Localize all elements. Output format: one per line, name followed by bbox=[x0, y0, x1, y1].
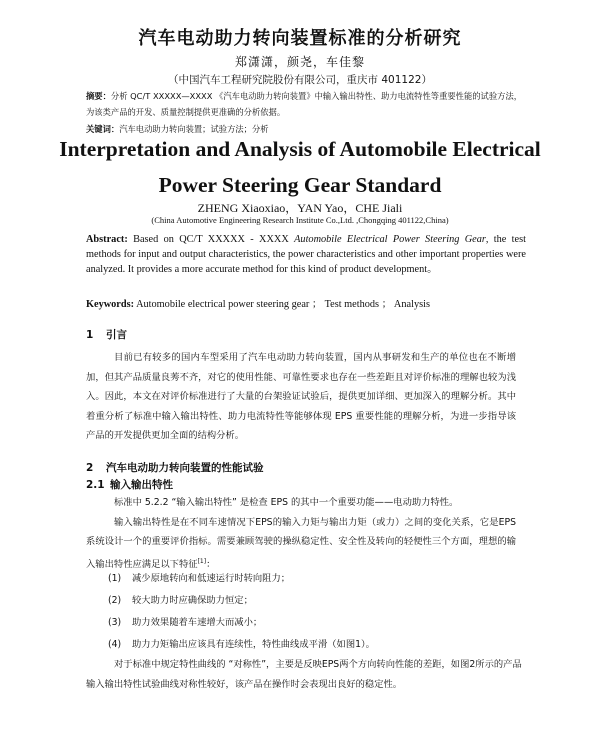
section1-number: 1 bbox=[86, 329, 94, 341]
section1-paragraph: 目前已有较多的国内车型采用了汽车电动助力转向装置，国内从事研发和生产的单位也在不断增加，但其产品质量良莠不齐，对它的使用性能、可靠性要求也存在一些差距且对评价标准的理解也较为浅入。因此，本文在对评价标准进行了大量的台架验证试验后，提供更加详细、更加深入的理解分析。其中着重分析了标准中输入输出特性、助力电流特性等能够体现 EPS 重要性能的理解分析，为进一步指导该产品的开发提供更加全面的结构分析。 bbox=[86, 352, 516, 441]
list-item bbox=[108, 590, 528, 612]
english-abstract bbox=[86, 232, 526, 277]
list-item bbox=[108, 612, 528, 634]
list-item-text: 较大助力时应确保助力恒定； bbox=[132, 595, 253, 606]
list-item-mark: (4) bbox=[108, 639, 122, 650]
chinese-abstract-text: 分析 QC/T XXXXX—XXXX 《汽车电动助力转向装置》中输入输出特性、助力电流特性等重要性能的试验方法，为该类产品的开发、质量控制提供更准确的分析依据。 bbox=[86, 91, 523, 117]
section2-paragraph3: 对于标准中规定特性曲线的 “对称性”，主要是反映EPS两个方向转向性能的差距，如图2所示的产品输入输出特性试验曲线对称性较好，该产品在操作时会表现出良好的稳定性。 bbox=[86, 659, 522, 690]
english-authors: ZHENG Xiaoxiao，YAN Yao，CHE Jiali bbox=[197, 201, 403, 215]
section2-paragraph1: 标准中 5.2.2 “输入输出特性” 是检查 EPS 的其中一个重要功能——电动助力特性。 bbox=[114, 497, 459, 508]
section2-paragraph2-end: ： bbox=[206, 558, 216, 570]
subsection21-heading bbox=[86, 477, 173, 492]
list-item-mark: (2) bbox=[108, 595, 122, 606]
english-abstract-post: , the test methods for input and output characteristics, the power characteristics and other important properties were analyzed. It provides a more accurate method for this kind of product development。 bbox=[86, 234, 526, 275]
section2-title: 汽车电动助力转向装置的性能试验 bbox=[106, 462, 264, 474]
section2-heading bbox=[86, 460, 264, 475]
english-keywords-text: Automobile electrical power steering gear ； Test methods ； Analysis bbox=[136, 299, 430, 310]
chinese-keywords bbox=[86, 121, 526, 137]
citation-ref: [1] bbox=[197, 557, 207, 565]
chinese-affiliation: （中国汽车工程研究院股份有限公司，重庆市 401122） bbox=[168, 74, 432, 86]
section1-body bbox=[86, 348, 516, 446]
english-abstract-pre: Based on QC/T XXXXX - XXXX bbox=[133, 234, 289, 245]
english-affiliation: (China Automotive Engineering Research Institute Co.,Ltd. ,Chongqing 401122,China) bbox=[151, 215, 449, 225]
list-item-mark: (3) bbox=[108, 617, 122, 628]
english-title-line2: Power Steering Gear Standard bbox=[158, 173, 442, 197]
section2-paragraph2 bbox=[86, 513, 516, 575]
list-item bbox=[108, 568, 528, 590]
list-item-text: 助力力矩输出应该具有连续性，特性曲线成平滑（如图1）。 bbox=[132, 639, 375, 650]
chinese-abstract-label: 摘要： bbox=[86, 91, 111, 101]
section1-title: 引言 bbox=[106, 329, 127, 341]
chinese-authors: 郑潇潇，颜尧，车佳黎 bbox=[234, 55, 365, 69]
english-abstract-italic: Automobile Electrical Power Steering Gear bbox=[294, 234, 486, 245]
chinese-abstract bbox=[86, 88, 526, 120]
subsection21-title: 输入输出特性 bbox=[110, 479, 173, 491]
section2-number: 2 bbox=[86, 462, 94, 474]
list-item-text: 助力效果随着车速增大而减小； bbox=[132, 617, 263, 628]
english-keywords-label: Keywords: bbox=[86, 299, 135, 310]
feature-list bbox=[108, 568, 528, 656]
section1-heading bbox=[86, 327, 127, 342]
chinese-title: 汽车电动助力转向装置标准的分析研究 bbox=[138, 28, 462, 49]
list-item bbox=[108, 634, 528, 656]
section2-body bbox=[86, 493, 516, 574]
section2-paragraph2-text: 输入输出特性是在不同车速情况下EPS的输入力矩与输出力矩（或力）之间的变化关系，它是EPS系统设计一个的重要评价指标。需要兼顾驾驶的操纵稳定性、安全性及转向的轻便性三个方面，理想的输入输出特性应满足以下特征 bbox=[86, 516, 516, 570]
section2-closing bbox=[86, 655, 526, 694]
chinese-keywords-text: 汽车电动助力转向装置；试验方法；分析 bbox=[119, 124, 269, 134]
english-keywords bbox=[86, 295, 526, 310]
subsection21-number: 2.1 bbox=[86, 479, 105, 491]
chinese-keywords-label: 关键词： bbox=[86, 124, 120, 134]
list-item-mark: (1) bbox=[108, 573, 122, 584]
list-item-text: 减少原地转向和低速运行时转向阻力； bbox=[132, 573, 291, 584]
english-abstract-label: Abstract: bbox=[86, 234, 128, 245]
english-title-line1: Interpretation and Analysis of Automobile Electrical bbox=[59, 137, 541, 161]
